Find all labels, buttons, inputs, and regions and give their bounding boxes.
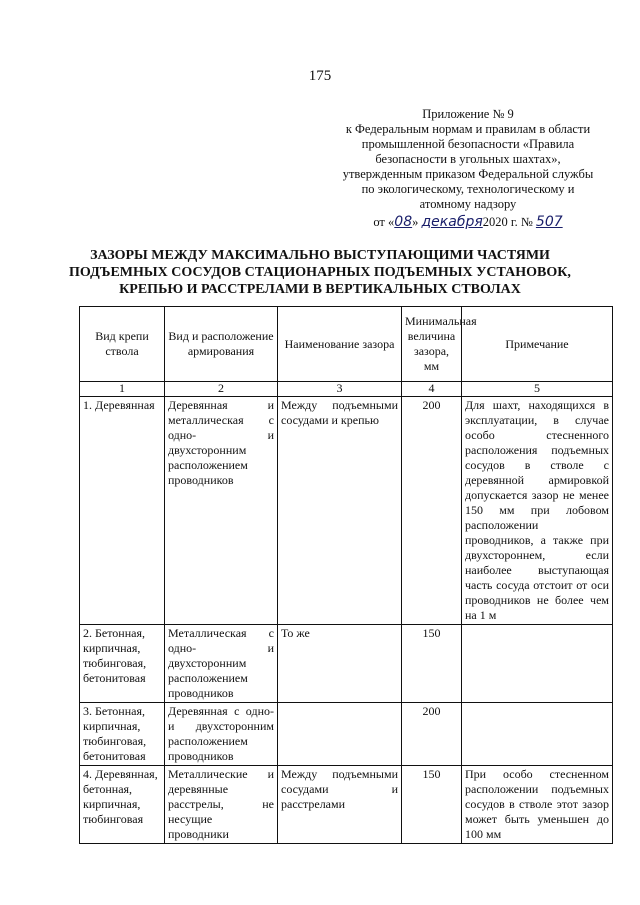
clearance-cell: Между подъемными сосудами и расстрелами xyxy=(278,766,402,844)
order-prefix: от « xyxy=(373,215,395,229)
clearance-cell: Между подъемными сосудами и крепью xyxy=(278,397,402,625)
note-cell xyxy=(462,625,613,703)
document-title xyxy=(40,247,600,298)
table-row xyxy=(80,397,613,625)
table-row xyxy=(80,703,613,766)
reinforcement-cell: Металлические и деревянные расстрелы, не несущие проводники xyxy=(165,766,278,844)
min-value-cell: 200 xyxy=(402,397,462,625)
lining-cell: 4. Деревянная, бетонная, кирпичная, тюбинговая xyxy=(80,766,165,844)
lining-cell: 1. Деревянная xyxy=(80,397,165,625)
reinforcement-cell: Деревянная с одно- и двухсторонним расположением проводников xyxy=(165,703,278,766)
min-value-cell: 150 xyxy=(402,766,462,844)
header-clearance-name: Наименование зазора xyxy=(278,307,402,382)
column-number: 4 xyxy=(402,382,462,397)
appendix-line: утвержденным приказом Федеральной службы xyxy=(342,167,594,181)
lining-cell: 2. Бетонная, кирпичная, тюбинговая, бетонитовая xyxy=(80,625,165,703)
order-year: 2020 г. № xyxy=(482,215,536,229)
reinforcement-cell: Металлическая с одно- и двухсторонним расположением проводников xyxy=(165,625,278,703)
appendix-line: по экологическому, технологическому и xyxy=(361,182,575,196)
order-day-handwritten: 08 xyxy=(394,214,413,230)
clearance-cell: То же xyxy=(278,625,402,703)
table-row xyxy=(80,766,613,844)
column-number: 3 xyxy=(278,382,402,397)
min-value-cell: 200 xyxy=(402,703,462,766)
header-lining-type: Вид крепи ствола xyxy=(80,307,165,382)
title-line: КРЕПЬЮ И РАССТРЕЛАМИ В ВЕРТИКАЛЬНЫХ СТВОЛАХ xyxy=(119,282,521,297)
title-line: ПОДЪЕМНЫХ СОСУДОВ СТАЦИОНАРНЫХ ПОДЪЕМНЫХ УСТАНОВОК, xyxy=(69,265,571,280)
order-reference xyxy=(318,215,618,230)
appendix-line: безопасности в угольных шахтах», xyxy=(375,152,561,166)
page-number: 175 xyxy=(308,68,332,84)
note-cell: При особо стесненном расположении подъемных сосудов в стволе этот зазор может быть уменьшен до 100 мм xyxy=(462,766,613,844)
order-mid: » xyxy=(412,215,422,229)
clearances-table xyxy=(79,306,613,844)
lining-cell: 3. Бетонная, кирпичная, тюбинговая, бетонитовая xyxy=(80,703,165,766)
header-reinforcement: Вид и расположение армирования xyxy=(165,307,278,382)
column-number: 5 xyxy=(462,382,613,397)
column-number: 2 xyxy=(165,382,278,397)
appendix-line: к Федеральным нормам и правилам в области xyxy=(345,122,591,136)
note-cell xyxy=(462,703,613,766)
appendix-header xyxy=(318,107,618,230)
appendix-line: Приложение № 9 xyxy=(422,107,514,121)
order-month-handwritten: декабря xyxy=(421,214,483,230)
appendix-line: промышленной безопасности «Правила xyxy=(361,137,575,151)
header-min-clearance: Минимальная величина зазора, мм xyxy=(402,307,462,382)
clearance-cell xyxy=(278,703,402,766)
appendix-line: атомному надзору xyxy=(419,197,517,211)
header-note: Примечание xyxy=(462,307,613,382)
header-row xyxy=(80,307,613,382)
column-number: 1 xyxy=(80,382,165,397)
title-line: ЗАЗОРЫ МЕЖДУ МАКСИМАЛЬНО ВЫСТУПАЮЩИМИ ЧАСТЯМИ xyxy=(90,248,550,263)
reinforcement-cell: Деревянная и металлическая с одно- и двухсторонним расположением проводников xyxy=(165,397,278,625)
column-number-row xyxy=(80,382,613,397)
min-value-cell: 150 xyxy=(402,625,462,703)
order-number-handwritten: 507 xyxy=(535,214,563,230)
table-row xyxy=(80,625,613,703)
note-cell: Для шахт, находящихся в эксплуатации, в случае особо стесненного расположения подъемных сосудов в стволе с деревянной армировкой допускается зазор не менее 150 мм при лобовом расположении проводников, а также при двухстороннем, если наиболее выступающая часть сосуда отстоит от оси проводников не более чем на 1 м xyxy=(462,397,613,625)
